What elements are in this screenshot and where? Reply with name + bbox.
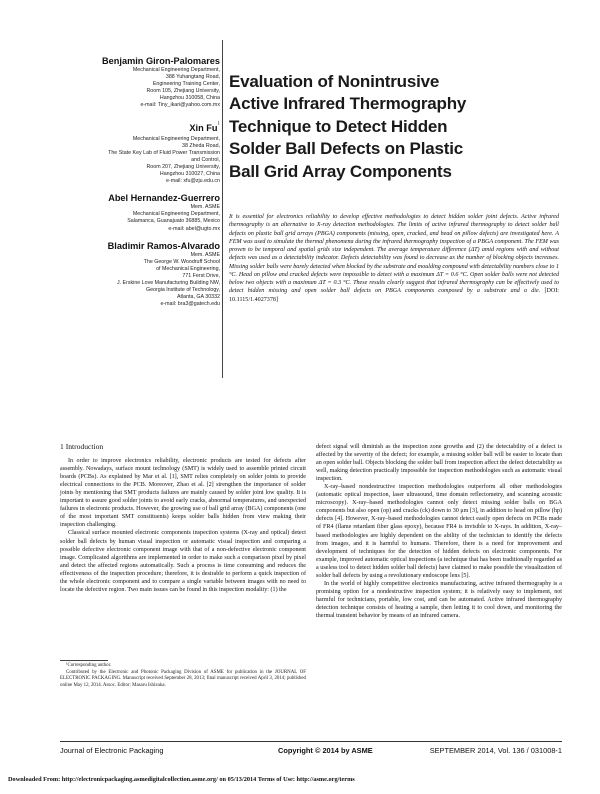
author-affiliation-line: and Control, — [191, 156, 220, 163]
author-affiliation-line: The George W. Woodruff School — [143, 258, 220, 265]
title-line: Solder Ball Defects on Plastic — [229, 139, 463, 159]
author-affiliation-line: Hangzhou 310058, China — [159, 95, 220, 102]
author-affiliation-line: Mechanical Engineering Department, — [132, 135, 220, 142]
author-block — [60, 56, 220, 110]
title-line: Evaluation of Nonintrusive — [229, 72, 440, 91]
footnote-corresponding: ¹Corresponding author. — [66, 663, 112, 668]
author-affiliation-line[interactable]: e-mail: xfu@zju.edu.cn — [166, 178, 220, 185]
author-affiliation-line: Room 105, Zhejiang University, — [146, 88, 220, 95]
author-footnote-marker: 1 — [217, 121, 220, 127]
author-name: Benjamin Giron-Palomares — [102, 56, 220, 66]
footnote — [60, 663, 306, 689]
author-block — [60, 118, 220, 186]
author-affiliation-line: Mechanical Engineering Department, — [132, 67, 220, 73]
author-affiliation-line: Mechanical Engineering Department, — [132, 211, 220, 218]
page-footer — [60, 746, 562, 758]
author-block — [60, 193, 220, 232]
author-block — [60, 241, 220, 309]
footnote-contribution: Contributed by the Electronic and Photonic Packaging Division of ASME for publication in the JOURNAL OF ELECTRONIC PACKAGING. Manuscript received September 28, 2013; final manuscript received April 3, 2014; published online May 12, 2014. Assoc. Editor: Masaru Ishizuka. — [60, 669, 306, 688]
author-affiliation-line[interactable]: e-mail: Tiny_ikari@yahoo.com.mx — [140, 102, 220, 109]
column-divider — [222, 40, 223, 378]
section-heading-introduction: 1 Introduction — [60, 442, 104, 451]
footnote-divider — [60, 660, 108, 661]
author-affiliation-line: Hangzhou 310027, China — [159, 171, 220, 178]
author-affiliation-line: of Mechanical Engineering, — [156, 265, 220, 272]
paragraph: Classical surface mounted electronic components inspection systems (X-ray and optical) detect solder ball defects by human visual inspection or automatic visual inspection and comparing a possible defective electronic component image with that of a non-defective electronic component image. Complicated algorithms are implemented in order to make such a comparison pixel by pixel and detect the affected regions automatically. Such a process is time consuming and reduces the effectiveness of the inspection procedure; therefore, it is desirable to perform a quick inspection of the whole electronic component and to compare a single variable between images with no need to locate the defective region. Two main issues can be found in this inspection modality: (1) the — [60, 530, 306, 593]
paragraph: In order to improve electronics reliability, electronic products are tested for defects after assembly. Nowadays, surface mount technology (SMT) is widely used to assemble printed circuit boards (PCBs). As explained by Mar et al. [1], SMT relies completely on solder joints to provide electrical connections to the PCB. Moreover, Zhao et al. [2] strengthen the importance of solder joints by mentioning that SMT products failures are mainly caused by solder joint low quality. It is important to assure good solder joints to avoid early cracks, abnormal temperatures, and unexpected failures in electronic products. However, the growing use of ball grid array (BGA) components (one of the most important SMT constituents) keeps solder balls hidden from view making their inspection challenging. — [60, 458, 306, 529]
author-list — [60, 56, 220, 316]
author-affiliation-line: Room 207, Zhejiang University, — [146, 163, 220, 170]
journal-name: Journal of Electronic Packaging — [60, 746, 164, 755]
title-line: Technique to Detect Hidden — [229, 116, 448, 136]
author-affiliation-line[interactable]: e-mail: bra3@gatech.edu — [160, 301, 220, 308]
author-affiliation-line: Atlanta, GA 30332 — [177, 294, 220, 301]
copyright-notice: Copyright © 2014 by ASME — [278, 746, 373, 755]
issue-info: SEPTEMBER 2014, Vol. 136 / 031008-1 — [429, 746, 562, 755]
author-affiliation-line: Engineering Training Center, — [152, 81, 220, 88]
author-name: Abel Hernandez-Guerrero — [108, 193, 220, 204]
author-name: Xin Fu — [189, 122, 218, 133]
download-notice[interactable]: Downloaded From: http://electronicpackaging.asmedigitalcollection.asme.org/ on 05/13/2014 Terms of Use: http://asme.org/terms — [8, 776, 355, 783]
author-affiliation-line: 38 Zheda Road, — [182, 142, 220, 149]
paragraph: In the world of highly competitive electronics manufacturing, active infrared thermography is a promising option for a nondestructive inspection system; it is relatively easy to implement, not harmful for technicians, portable, low cost, and can be automated. Active infrared thermography detection technique consists of heating a sample, then letting it to cool down, and monitoring the thermal transient behavior by means of an infrared camera. — [316, 580, 562, 619]
author-affiliation-line: 771 Ferst Drive, — [182, 272, 220, 279]
footer-divider — [60, 741, 562, 742]
author-affiliation-line: Mem. ASME — [190, 204, 220, 211]
author-name: Bladimir Ramos-Alvarado — [107, 240, 220, 251]
paragraph: defect signal will diminish as the inspection zone growths and (2) the detectability of a defect is affected by the severity of the defect; for example, a missing solder ball will be easier to locate than an open solder ball. Objects blocking the solder ball from inspection affect the defect detectability as well, making detection practically impossible for inspection methodologies such as automatic visual inspection. — [316, 444, 562, 483]
title-line: Active Infrared Thermography — [229, 94, 467, 114]
title-line: Ball Grid Array Components — [229, 161, 452, 181]
author-affiliation-line: Georgia Institute of Technology, — [145, 287, 220, 294]
abstract-text: It is essential for electronics reliability to develop effective methodologies to detect hidden solder joint defects. Active infrared thermography is an alternative to X-ray detection methodologies. The limits of active infrared thermography to detect solder ball defects on plastic ball grid arrays (PBGA) components (missing, open, cracked, and head on pillow defects) are investigated here. A FEM was used to simulate the thermal phenomena during the infrared thermography inspection of a PBGA component. The FEM was proven to be temporal and spatial grids size independent. The average temperature difference (ΔT) amid regions with and without defects was used as a detectability indicator. Defects detectability was found to decrease as the number of blocking objects increases. Missing solder balls were barely detected when blocked by the substrate and moulding compound with detectability numbers close to 1 °C. Head on pillow and cracked defects were impossible to detect with a maximum ΔT = 0.6 °C. Open solder balls were not detected below two objects with a maximum ΔT = 0.3 °C. These results clearly suggest that infrared thermography can be effectively used to detect hidden missing and open solder ball defects on PBGA components composed by a substrate and a die. — [229, 214, 559, 295]
abstract — [229, 213, 559, 304]
author-affiliation-line[interactable]: e-mail: abel@ugto.mx — [168, 225, 220, 232]
author-affiliation-line: 388 Yuhangtang Road, — [165, 74, 220, 81]
body-column-left — [60, 443, 306, 594]
author-affiliation-line: Salamanca, Guanajuato 36885, Mexico — [127, 218, 220, 225]
paper-title — [229, 71, 559, 183]
author-affiliation-line: The State Key Lab of Fluid Power Transmission — [108, 149, 220, 156]
author-affiliation-line: J. Erskine Love Manufacturing Building NW, — [116, 279, 220, 286]
doi-link[interactable]: [DOI: 10.1115/1.4027378] — [229, 288, 559, 303]
author-affiliation-line: Mem. ASME — [190, 251, 220, 258]
body-column-right — [316, 443, 562, 620]
paragraph: X-ray–based nondestructive inspection methodologies outperform all other methodologies (automatic optical inspection, laser ultrasound, time domain reflectometry, and scanning acoustic microscopy). X-ray–based methodologies cannot only detect missing solder balls on BGA components but also open (op) and cracks (ck) down to 30 μm [3], in addition to head on pillow (hp) defects [4]. However, X-ray–based methodologies cannot detect easily open defects on PCBs made of FR4 (flame retardant fiber glass epoxy), because FR4 is invisible to X-rays. In addition, X-ray–based methodologies are highly dependent on the ability of the technician to identify the defects from images, and it is harmful to humans. Therefore, there is a need for improvement and development of techniques for the detection of hidden defects on electronic components. For example, improved automatic optical inspections (a technique that has been traditionally regarded as a useless tool to detect hidden solder ball defects) have claimed to make possible the visualization of solder ball defects by using a revolutionary endoscope lens [5]. — [316, 484, 562, 579]
